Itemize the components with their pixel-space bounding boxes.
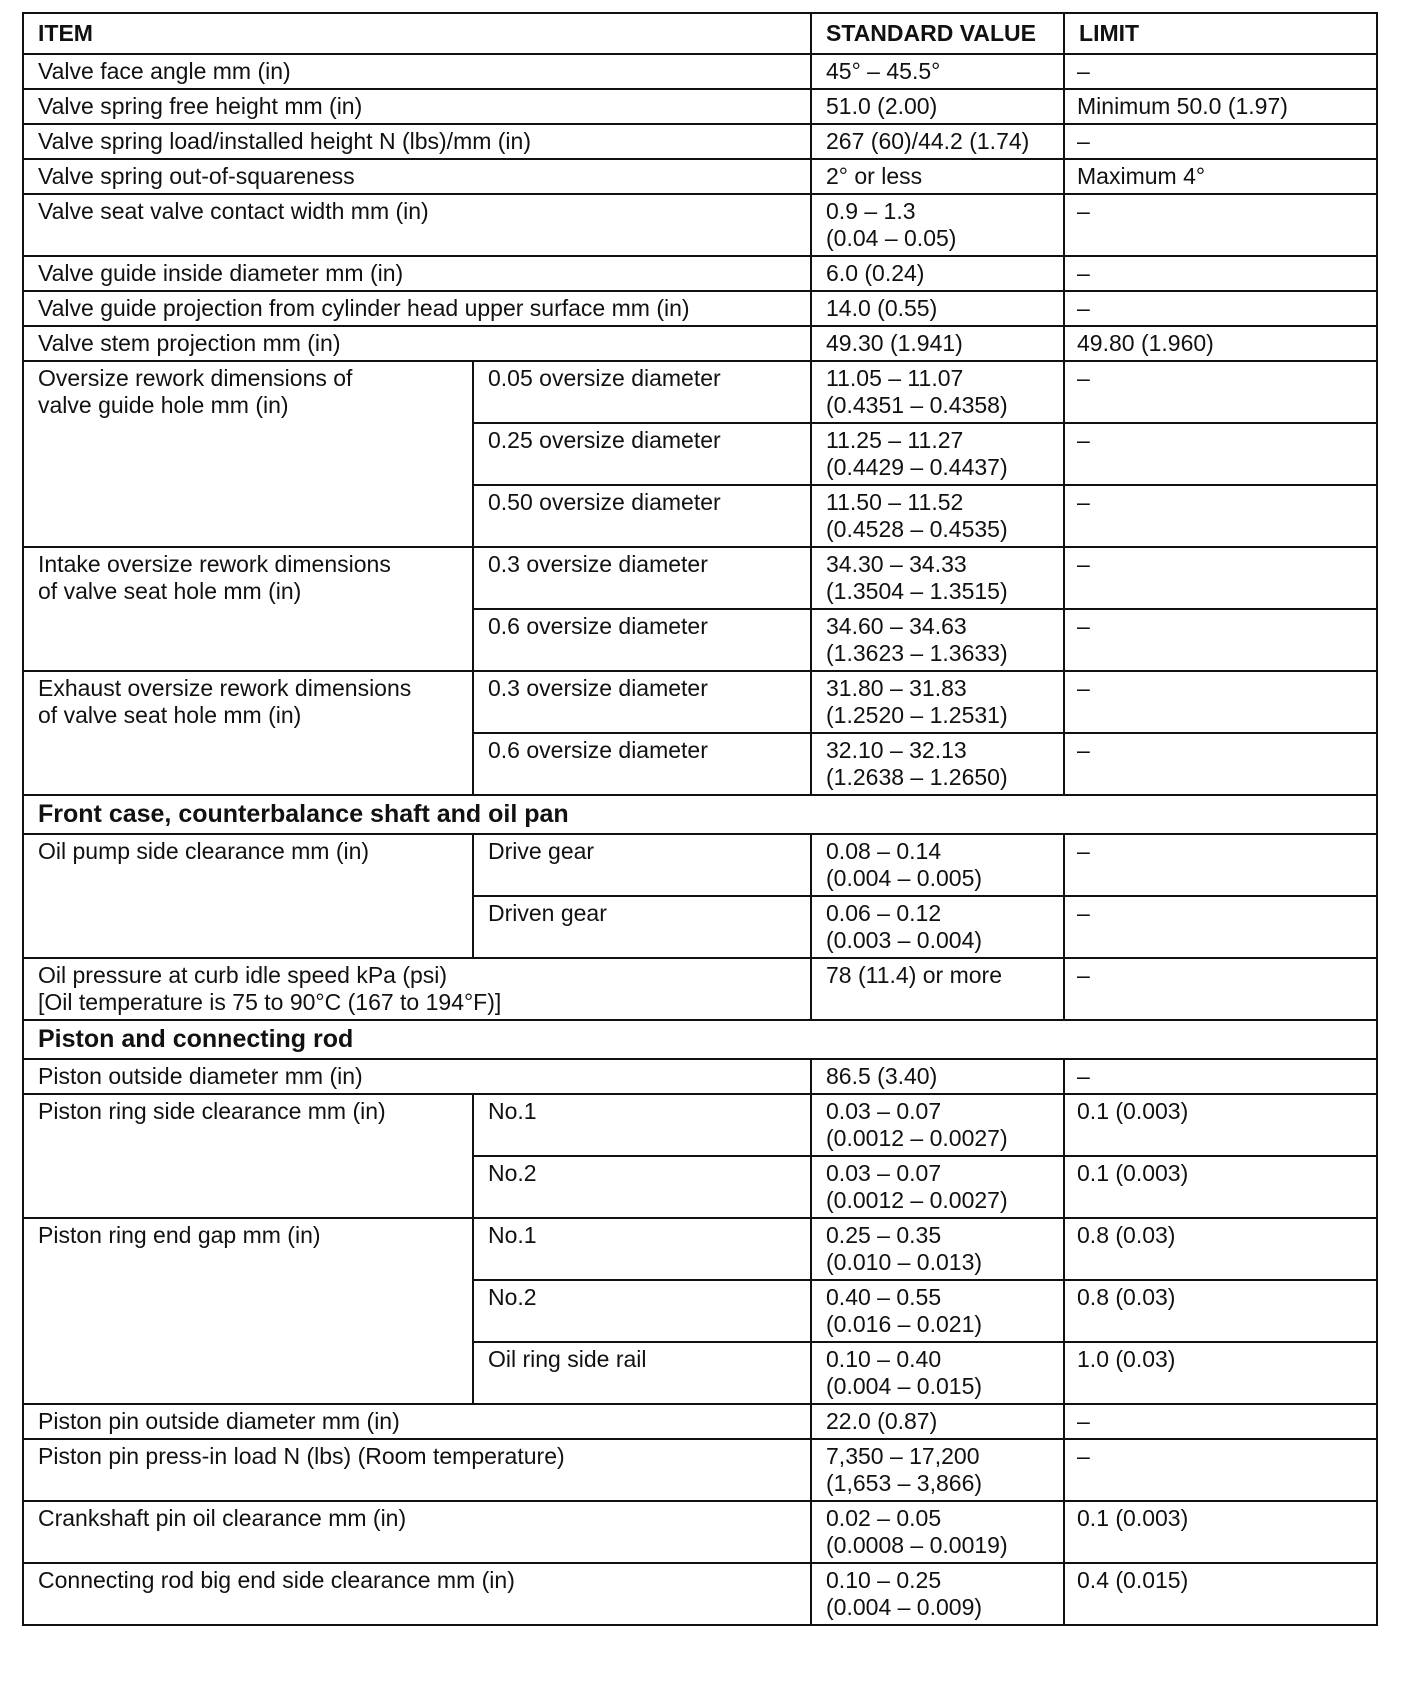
- table-row: [23, 834, 1377, 896]
- standard-value-metric: 0.06 – 0.12: [826, 900, 942, 926]
- standard-cell: [811, 733, 1064, 795]
- table-row: [23, 1563, 1377, 1625]
- standard-value-metric: 0.02 – 0.05: [826, 1505, 942, 1531]
- limit-cell: –: [1064, 485, 1377, 547]
- item-cell: Piston outside diameter mm (in): [23, 1059, 811, 1094]
- standard-value-metric: 0.08 – 0.14: [826, 838, 942, 864]
- standard-value-imperial: (0.0012 – 0.0027): [826, 1187, 1008, 1213]
- item-cell: [23, 671, 473, 795]
- standard-cell: [811, 361, 1064, 423]
- item-cell: Oil pump side clearance mm (in): [23, 834, 473, 958]
- standard-value-metric: 11.05 – 11.07: [826, 365, 964, 391]
- table-row: [23, 124, 1377, 159]
- table-row: [23, 1501, 1377, 1563]
- limit-cell: –: [1064, 256, 1377, 291]
- standard-cell: 14.0 (0.55): [811, 291, 1064, 326]
- standard-cell: [811, 834, 1064, 896]
- standard-value-metric: 0.9 – 1.3: [826, 198, 916, 224]
- standard-value-imperial: (0.004 – 0.015): [826, 1373, 983, 1399]
- header-limit: LIMIT: [1064, 13, 1377, 54]
- item-cell: [23, 361, 473, 547]
- standard-value-metric: 11.25 – 11.27: [826, 427, 964, 453]
- standard-cell: [811, 485, 1064, 547]
- table-row: [23, 1094, 1377, 1156]
- item-cell: [23, 958, 811, 1020]
- item-cell: Connecting rod big end side clearance mm (in): [23, 1563, 811, 1625]
- table-row: [23, 1059, 1377, 1094]
- standard-value-imperial: (0.016 – 0.021): [826, 1311, 983, 1337]
- standard-value-imperial: (1,653 – 3,866): [826, 1470, 983, 1496]
- standard-value-imperial: (0.4429 – 0.4437): [826, 454, 1008, 480]
- standard-cell: [811, 1280, 1064, 1342]
- limit-cell: 0.4 (0.015): [1064, 1563, 1377, 1625]
- limit-cell: –: [1064, 1059, 1377, 1094]
- section-title-piston: Piston and connecting rod: [23, 1020, 1377, 1059]
- table-row: [23, 159, 1377, 194]
- limit-cell: 0.1 (0.003): [1064, 1156, 1377, 1218]
- item-line: valve guide hole mm (in): [38, 392, 289, 418]
- standard-value-imperial: (0.004 – 0.005): [826, 865, 983, 891]
- table-row: [23, 326, 1377, 361]
- sub-item-cell: 0.3 oversize diameter: [473, 547, 811, 609]
- standard-cell: 78 (11.4) or more: [811, 958, 1064, 1020]
- sub-item-cell: No.2: [473, 1156, 811, 1218]
- item-cell: Valve face angle mm (in): [23, 54, 811, 89]
- table-row: [23, 361, 1377, 423]
- table-row: [23, 194, 1377, 256]
- standard-value-imperial: (0.010 – 0.013): [826, 1249, 983, 1275]
- item-cell: Crankshaft pin oil clearance mm (in): [23, 1501, 811, 1563]
- standard-value-metric: 0.10 – 0.40: [826, 1346, 942, 1372]
- standard-value-metric: 32.10 – 32.13: [826, 737, 967, 763]
- standard-value-metric: 11.50 – 11.52: [826, 489, 964, 515]
- limit-cell: 0.8 (0.03): [1064, 1280, 1377, 1342]
- table-row: [23, 671, 1377, 733]
- limit-cell: Minimum 50.0 (1.97): [1064, 89, 1377, 124]
- standard-cell: 51.0 (2.00): [811, 89, 1064, 124]
- limit-cell: –: [1064, 54, 1377, 89]
- item-line: Exhaust oversize rework dimensions: [38, 675, 412, 701]
- item-cell: Valve guide projection from cylinder head upper surface mm (in): [23, 291, 811, 326]
- sub-item-cell: Drive gear: [473, 834, 811, 896]
- standard-value-metric: 0.25 – 0.35: [826, 1222, 942, 1248]
- item-cell: Valve spring free height mm (in): [23, 89, 811, 124]
- section-header-row: [23, 1020, 1377, 1059]
- table-row: [23, 1439, 1377, 1501]
- standard-cell: [811, 1342, 1064, 1404]
- standard-cell: [811, 1563, 1064, 1625]
- limit-cell: –: [1064, 671, 1377, 733]
- limit-cell: –: [1064, 1439, 1377, 1501]
- standard-cell: [811, 547, 1064, 609]
- limit-cell: –: [1064, 423, 1377, 485]
- limit-cell: –: [1064, 361, 1377, 423]
- sub-item-cell: 0.05 oversize diameter: [473, 361, 811, 423]
- sub-item-cell: 0.25 oversize diameter: [473, 423, 811, 485]
- limit-cell: Maximum 4°: [1064, 159, 1377, 194]
- table-row: [23, 54, 1377, 89]
- limit-cell: –: [1064, 124, 1377, 159]
- standard-value-imperial: (1.2638 – 1.2650): [826, 764, 1008, 790]
- standard-cell: 2° or less: [811, 159, 1064, 194]
- item-cell: Valve spring load/installed height N (lbs)/mm (in): [23, 124, 811, 159]
- limit-cell: 1.0 (0.03): [1064, 1342, 1377, 1404]
- sub-item-cell: No.1: [473, 1094, 811, 1156]
- standard-value-metric: 0.03 – 0.07: [826, 1098, 942, 1124]
- standard-value-imperial: (0.4351 – 0.4358): [826, 392, 1008, 418]
- standard-cell: 22.0 (0.87): [811, 1404, 1064, 1439]
- limit-cell: 0.1 (0.003): [1064, 1094, 1377, 1156]
- standard-value-metric: 34.30 – 34.33: [826, 551, 967, 577]
- standard-cell: [811, 1094, 1064, 1156]
- sub-item-cell: 0.6 oversize diameter: [473, 609, 811, 671]
- limit-cell: –: [1064, 733, 1377, 795]
- limit-cell: –: [1064, 1404, 1377, 1439]
- standard-value-imperial: (0.4528 – 0.4535): [826, 516, 1008, 542]
- standard-value-imperial: (1.2520 – 1.2531): [826, 702, 1008, 728]
- sub-item-cell: No.2: [473, 1280, 811, 1342]
- limit-cell: –: [1064, 547, 1377, 609]
- standard-value-metric: 0.40 – 0.55: [826, 1284, 942, 1310]
- sub-item-cell: No.1: [473, 1218, 811, 1280]
- standard-value-imperial: (1.3623 – 1.3633): [826, 640, 1008, 666]
- standard-value-imperial: (0.0008 – 0.0019): [826, 1532, 1008, 1558]
- standard-value-metric: 0.03 – 0.07: [826, 1160, 942, 1186]
- table-row: [23, 958, 1377, 1020]
- sub-item-cell: Oil ring side rail: [473, 1342, 811, 1404]
- standard-cell: [811, 1218, 1064, 1280]
- standard-value-imperial: (0.04 – 0.05): [826, 225, 957, 251]
- limit-cell: –: [1064, 194, 1377, 256]
- standard-cell: [811, 896, 1064, 958]
- item-cell: Valve seat valve contact width mm (in): [23, 194, 811, 256]
- item-line: [Oil temperature is 75 to 90°C (167 to 194°F)]: [38, 989, 502, 1015]
- standard-value-metric: 7,350 – 17,200: [826, 1443, 980, 1469]
- item-line: Oil pressure at curb idle speed kPa (psi): [38, 962, 448, 988]
- item-cell: Piston ring side clearance mm (in): [23, 1094, 473, 1218]
- limit-cell: 0.1 (0.003): [1064, 1501, 1377, 1563]
- sub-item-cell: Driven gear: [473, 896, 811, 958]
- limit-cell: –: [1064, 834, 1377, 896]
- table-row: [23, 89, 1377, 124]
- item-cell: Valve spring out-of-squareness: [23, 159, 811, 194]
- limit-cell: –: [1064, 609, 1377, 671]
- table-row: [23, 1404, 1377, 1439]
- item-line: Intake oversize rework dimensions: [38, 551, 391, 577]
- item-cell: Piston pin press-in load N (lbs) (Room temperature): [23, 1439, 811, 1501]
- sub-item-cell: 0.50 oversize diameter: [473, 485, 811, 547]
- standard-cell: [811, 1439, 1064, 1501]
- standard-cell: 267 (60)/44.2 (1.74): [811, 124, 1064, 159]
- standard-cell: 6.0 (0.24): [811, 256, 1064, 291]
- table-row: [23, 256, 1377, 291]
- standard-cell: [811, 609, 1064, 671]
- standard-value-imperial: (0.003 – 0.004): [826, 927, 983, 953]
- standard-cell: [811, 671, 1064, 733]
- standard-value-metric: 0.10 – 0.25: [826, 1567, 942, 1593]
- standard-cell: [811, 423, 1064, 485]
- table-row: [23, 1218, 1377, 1280]
- spec-sheet: [22, 12, 1376, 1626]
- sub-item-cell: 0.3 oversize diameter: [473, 671, 811, 733]
- table-row: [23, 291, 1377, 326]
- standard-value-metric: 34.60 – 34.63: [826, 613, 967, 639]
- standard-value-imperial: (0.0012 – 0.0027): [826, 1125, 1008, 1151]
- specification-table: [22, 12, 1378, 1626]
- limit-cell: 49.80 (1.960): [1064, 326, 1377, 361]
- standard-cell: [811, 1501, 1064, 1563]
- standard-value-imperial: (1.3504 – 1.3515): [826, 578, 1008, 604]
- standard-value-imperial: (0.004 – 0.009): [826, 1594, 983, 1620]
- table-header-row: [23, 13, 1377, 54]
- limit-cell: –: [1064, 896, 1377, 958]
- limit-cell: –: [1064, 291, 1377, 326]
- sub-item-cell: 0.6 oversize diameter: [473, 733, 811, 795]
- limit-cell: 0.8 (0.03): [1064, 1218, 1377, 1280]
- table-row: [23, 547, 1377, 609]
- limit-cell: –: [1064, 958, 1377, 1020]
- section-header-row: [23, 795, 1377, 834]
- standard-cell: 45° – 45.5°: [811, 54, 1064, 89]
- item-cell: Piston ring end gap mm (in): [23, 1218, 473, 1404]
- item-line: of valve seat hole mm (in): [38, 702, 302, 728]
- item-cell: [23, 547, 473, 671]
- item-cell: Valve stem projection mm (in): [23, 326, 811, 361]
- section-title-front-case: Front case, counterbalance shaft and oil pan: [23, 795, 1377, 834]
- standard-cell: 86.5 (3.40): [811, 1059, 1064, 1094]
- item-cell: Valve guide inside diameter mm (in): [23, 256, 811, 291]
- item-line: Oversize rework dimensions of: [38, 365, 353, 391]
- standard-value-metric: 31.80 – 31.83: [826, 675, 967, 701]
- item-line: of valve seat hole mm (in): [38, 578, 302, 604]
- item-cell: Piston pin outside diameter mm (in): [23, 1404, 811, 1439]
- header-item: ITEM: [23, 13, 811, 54]
- standard-cell: 49.30 (1.941): [811, 326, 1064, 361]
- standard-cell: [811, 194, 1064, 256]
- header-standard-value: STANDARD VALUE: [811, 13, 1064, 54]
- standard-cell: [811, 1156, 1064, 1218]
